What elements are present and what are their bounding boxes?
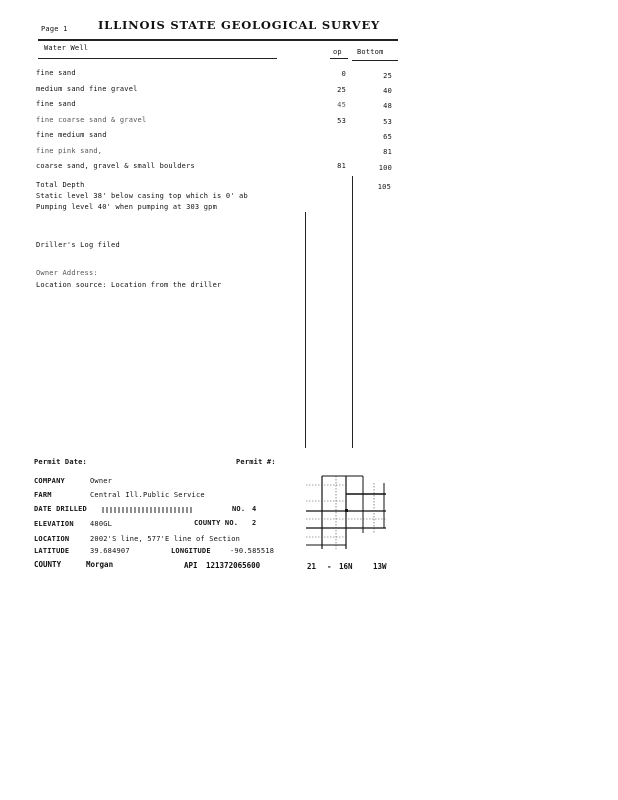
latitude-label: LATITUDE — [34, 547, 70, 555]
table-row-top: 45 — [337, 101, 346, 109]
pumping-level-note: Pumping level 40' when pumping at 303 gpm — [36, 203, 217, 211]
table-row-desc: fine coarse sand & gravel — [36, 116, 147, 124]
location-source-note: Location source: Location from the driller — [36, 281, 222, 289]
latitude-value: 39.684907 — [90, 547, 130, 555]
header-rule-bottom-col — [352, 60, 398, 61]
table-row-top: 53 — [337, 117, 346, 125]
table-row-desc: fine sand — [36, 100, 76, 108]
county-no-label: COUNTY NO. — [194, 519, 239, 527]
table-row-bottom: 53 — [383, 118, 392, 126]
range-value: 13W — [373, 562, 387, 571]
location-value: 2002'S line, 577'E line of Section — [90, 535, 241, 543]
table-row-bottom: 65 — [383, 133, 392, 141]
page-title: ILLINOIS STATE GEOLOGICAL SURVEY — [98, 18, 381, 32]
county-value: Morgan — [86, 560, 114, 569]
township-value: 16N — [339, 562, 353, 571]
column-label-water-well: Water Well — [44, 44, 89, 52]
column-label-top: op — [333, 48, 342, 56]
owner-address-note: Owner Address: — [36, 269, 98, 277]
elevation-label: ELEVATION — [34, 520, 74, 528]
table-row-bottom: 81 — [383, 148, 392, 156]
column-divider-right — [352, 176, 353, 448]
table-row-bottom: 48 — [383, 102, 392, 110]
section-dash: - — [327, 562, 332, 571]
well-no-value: 4 — [252, 505, 257, 513]
section-grid-map — [306, 473, 388, 551]
header-rule-top — [38, 39, 398, 41]
permit-date-label: Permit Date: — [34, 458, 87, 466]
farm-value: Central Ill.Public Service — [90, 491, 205, 499]
county-label: COUNTY — [34, 560, 62, 569]
table-row-bottom: 40 — [383, 87, 392, 95]
api-label: API — [184, 561, 198, 570]
table-row-desc: coarse sand, gravel & small boulders — [36, 162, 195, 170]
column-divider-left — [305, 212, 306, 448]
farm-label: FARM — [34, 491, 52, 499]
well-location-marker — [345, 509, 348, 512]
table-row-desc: fine medium sand — [36, 131, 107, 139]
date-drilled-redaction — [102, 507, 194, 513]
permit-number-label: Permit #: — [236, 458, 276, 466]
longitude-label: LONGITUDE — [171, 547, 211, 555]
table-row-top: 0 — [341, 70, 346, 78]
date-drilled-label: DATE DRILLED — [34, 505, 87, 513]
table-row-bottom: 100 — [378, 164, 392, 172]
column-label-bottom: Bottom — [357, 48, 384, 56]
section-value: 21 — [307, 562, 317, 571]
page-number: Page 1 — [41, 25, 68, 33]
table-row-desc: fine sand — [36, 69, 76, 77]
table-row-desc: medium sand fine gravel — [36, 85, 138, 93]
company-label: COMPANY — [34, 477, 65, 485]
well-no-label: NO. — [232, 505, 246, 513]
table-row-bottom: 25 — [383, 72, 392, 80]
county-no-value: 2 — [252, 519, 257, 527]
table-row-top: 81 — [337, 162, 346, 170]
elevation-value: 480GL — [90, 520, 113, 528]
table-row-top: 25 — [337, 86, 346, 94]
api-value: 121372065600 — [206, 561, 261, 570]
drillers-log-note: Driller's Log filed — [36, 241, 120, 249]
company-value: Owner — [90, 477, 113, 485]
header-rule-left — [38, 58, 277, 59]
longitude-value: -90.585518 — [230, 547, 275, 555]
location-label: LOCATION — [34, 535, 70, 543]
total-depth-value: 105 — [377, 183, 391, 191]
header-rule-top-col — [330, 58, 348, 59]
total-depth-label: Total Depth — [36, 181, 85, 189]
static-level-note: Static level 38' below casing top which is 0' ab — [36, 192, 248, 200]
table-row-desc: fine pink sand, — [36, 147, 103, 155]
